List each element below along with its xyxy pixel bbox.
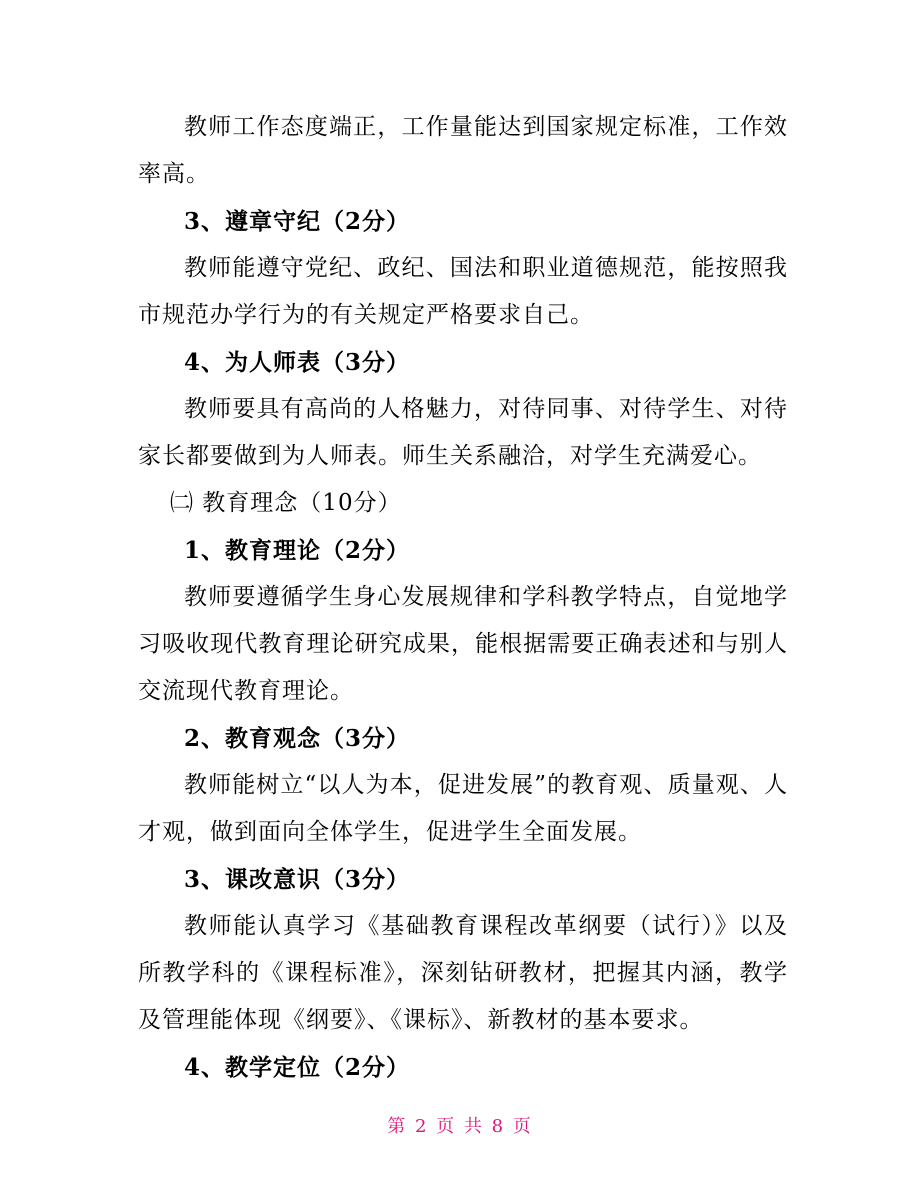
paragraph-reform-awareness: 教师能认真学习《基础教育课程改革纲要（试行）》以及所教学科的《课程标准》，深刻钻研教材，把握其内涵，教学及管理能体现《纲要》、《课标》、新教材的基本要求。 (138, 913, 788, 1033)
heading-teaching-positioning: 4、教学定位（2分） (184, 1054, 411, 1081)
page-footer: 第 2 页 共 8 页 (387, 1116, 533, 1137)
paragraph-discipline: 教师能遵守党纪、政纪、国法和职业道德规范，能按照我市规范办学行为的有关规定严格要求自己。 (138, 255, 788, 328)
paragraph-role-model: 教师要具有高尚的人格魅力，对待同事、对待学生、对待家长都要做到为人师表。师生关系融洽，对学生充满爱心。 (138, 396, 788, 469)
section-education-philosophy: ㈡ 教育理念（10分） (170, 490, 402, 516)
paragraph-work-attitude: 教师工作态度端正，工作量能达到国家规定标准，工作效率高。 (138, 114, 788, 187)
heading-reform-awareness: 3、课改意识（3分） (184, 866, 411, 893)
heading-discipline: 3、遵章守纪（2分） (184, 208, 411, 235)
paragraph-education-concept: 教师能树立“以人为本，促进发展”的教育观、质量观、人才观，做到面向全体学生，促进学生全面发展。 (138, 772, 788, 845)
heading-education-theory: 1、教育理论（2分） (184, 537, 411, 564)
document-body (138, 104, 788, 1091)
paragraph-education-theory: 教师要遵循学生身心发展规律和学科教学特点，自觉地学习吸收现代教育理论研究成果，能根据需要正确表述和与别人交流现代教育理论。 (138, 584, 788, 704)
heading-role-model: 4、为人师表（3分） (184, 349, 411, 376)
heading-education-concept: 2、教育观念（3分） (184, 725, 411, 752)
